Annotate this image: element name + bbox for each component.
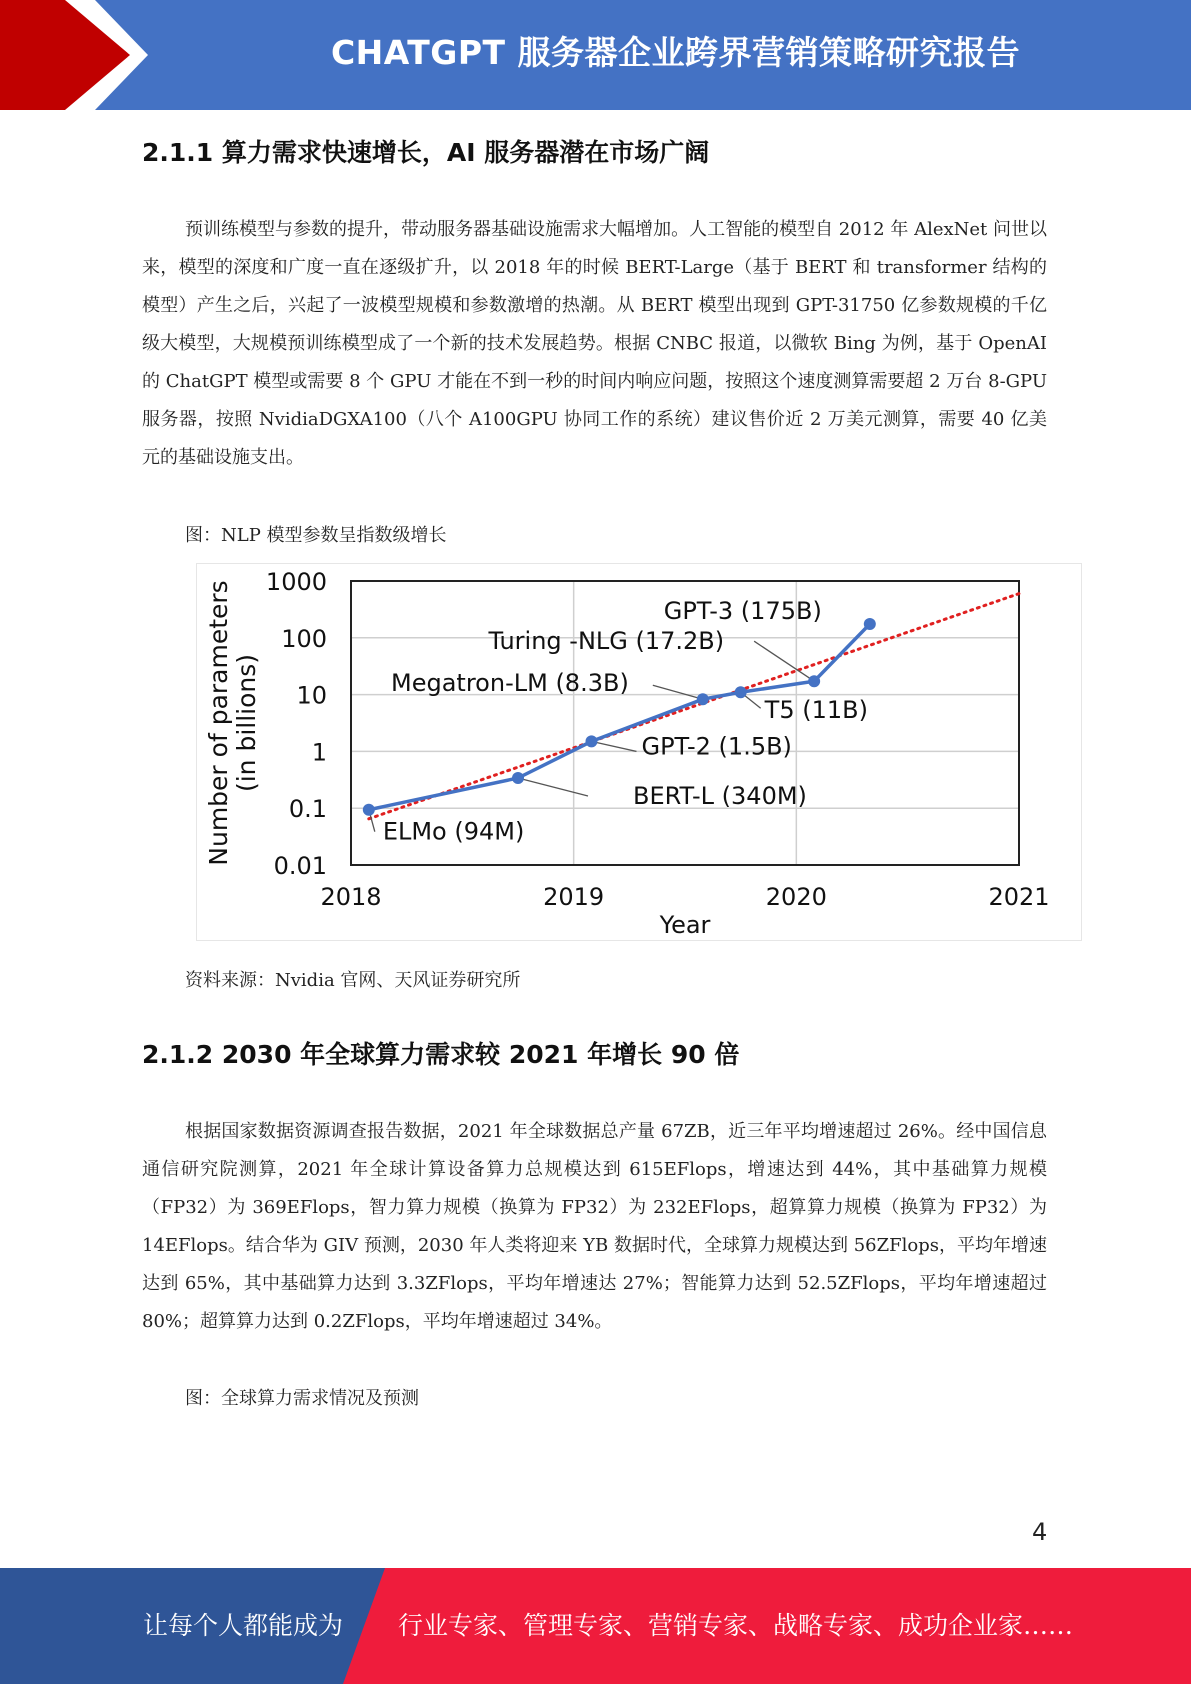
page-footer — [0, 1568, 1191, 1684]
data-label: GPT-2 (1.5B) — [641, 732, 792, 761]
data-label: BERT-L (340M) — [633, 782, 807, 811]
nlp-parameters-chart — [196, 563, 1082, 941]
data-point — [808, 675, 820, 687]
page-number: 4 — [1032, 1518, 1048, 1546]
section1-paragraph: 预训练模型与参数的提升，带动服务器基础设施需求大幅增加。人工智能的模型自 2012 年 AlexNet 问世以来，模型的深度和广度一直在逐级扩升，以 2018 年的时候 BERT-Large（基于 BERT 和 transformer 结构的模型）产生之后，兴起了一波模型规模和参数激增的热潮。从 BERT 模型出现到 GPT-31750 亿参数规模的千亿级大模型，大规模预训练模型成了一个新的技术发展趋势。根据 CNBC 报道，以微软 Bing 为例，基于 OpenAI 的 ChatGPT 模型或需要 8 个 GPU 才能在不到一秒的时间内响应问题，按照这个速度测算需要超 2 万台 8-GPU 服务器，按照 NvidiaDGXA100（八个 A100GPU 协同工作的系统）建议售价近 2 万美元测算，需要 40 亿美元的基础设施支出。 — [142, 219, 1047, 468]
x-tick-label: 2020 — [765, 883, 827, 911]
y-axis-label-line1: Number of parameters — [204, 580, 233, 866]
figure-caption-nlp: 图：NLP 模型参数呈指数级增长 — [185, 525, 447, 546]
y-axis-label-line2: (in billions) — [232, 653, 261, 793]
data-point — [585, 735, 597, 747]
y-tick-label: 1 — [311, 738, 327, 767]
x-tick-label: 2018 — [320, 883, 382, 911]
y-tick-label: 0.01 — [273, 852, 327, 880]
y-tick-label: 0.1 — [288, 795, 327, 824]
chart-svg — [197, 564, 1081, 940]
figure-source: 资料来源：Nvidia 官网、天风证券研究所 — [185, 970, 521, 991]
footer-slogan-right: 行业专家、管理专家、营销专家、战略专家、成功企业家…… — [398, 1611, 1074, 1640]
section-heading-2-1-2: 2.1.2 2030 年全球算力需求较 2021 年增长 90 倍 — [142, 1040, 740, 1069]
section-heading-2-1-1: 2.1.1 算力需求快速增长，AI 服务器潜在市场广阔 — [142, 138, 710, 167]
y-tick-label: 10 — [296, 681, 327, 710]
x-axis-label: Year — [659, 911, 711, 939]
data-label: ELMo (94M) — [382, 817, 525, 846]
callout-line — [518, 778, 588, 796]
x-tick-label: 2019 — [543, 883, 605, 911]
data-label: T5 (11B) — [764, 696, 868, 725]
y-tick-label: 100 — [281, 624, 327, 653]
header-arrow-decoration — [0, 0, 160, 110]
data-point — [697, 693, 709, 705]
callout-line — [754, 641, 814, 681]
data-point — [735, 686, 747, 698]
data-point — [512, 772, 524, 784]
data-point — [864, 618, 876, 630]
data-label: GPT-3 (175B) — [663, 596, 822, 625]
callout-line — [653, 685, 703, 699]
footer-slogan-left: 让每个人都能成为 — [143, 1611, 344, 1640]
page-header — [0, 0, 1191, 110]
callout-line — [591, 741, 636, 751]
data-point — [363, 804, 375, 816]
figure-caption-compute: 图：全球算力需求情况及预测 — [185, 1388, 419, 1409]
report-title: CHATGPT 服务器企业跨界营销策略研究报告 — [330, 33, 1021, 72]
x-tick-label: 2021 — [988, 883, 1050, 911]
data-label: Megatron-LM (8.3B) — [391, 669, 629, 698]
data-label: Turing -NLG (17.2B) — [488, 627, 725, 656]
y-tick-label: 1000 — [265, 568, 327, 596]
section2-paragraph: 根据国家数据资源调查报告数据，2021 年全球数据总产量 67ZB，近三年平均增速超过 26%。经中国信息通信研究院测算，2021 年全球计算设备算力总规模达到 615EFlops，增速达到 44%，其中基础算力规模（FP32）为 369EFlops，智力算力规模（换算为 FP32）为 232EFlops，超算算力规模（换算为 FP32）为 14EFlops。结合华为 GIV 预测，2030 年人类将迎来 YB 数据时代，全球算力规模达到 56ZFlops，平均年增速达到 65%，其中基础算力达到 3.3ZFlops，平均年增速达 27%；智能算力达到 52.5ZFlops，平均年增速超过 80%；超算算力达到 0.2ZFlops，平均年增速超过 34%。 — [142, 1121, 1047, 1332]
